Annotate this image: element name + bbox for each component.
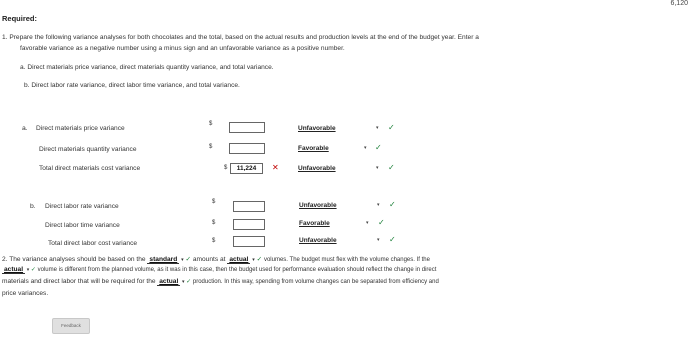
q2-line2-text: volume is different from the planned volume, as it was in this case, then the budget used for performance evaluation should reflect the change in direct	[37, 267, 437, 273]
q2-line1-text-a: 2. The variance analyses should be based on the	[2, 256, 146, 263]
dl-total-label: Total direct labor cost variance	[48, 240, 138, 247]
dm-total-caret-icon[interactable]: ▾	[376, 165, 379, 171]
q2-line1-text-b: amounts at	[192, 256, 226, 263]
dl-time-label: Direct labor time variance	[45, 222, 120, 229]
q2-basis-caret-icon[interactable]: ▾	[181, 257, 184, 263]
q2-basis-select[interactable]: standard	[149, 256, 178, 263]
q2-line3	[2, 278, 439, 286]
dm-total-input[interactable]: 11,224	[230, 163, 263, 174]
q2-actual-caret-icon-3[interactable]: ▾	[181, 279, 185, 285]
q1-line1: 1. Prepare the following variance analyses for both chocolates and the total, based on the actual results and production levels at the end of the budget year. Enter a	[2, 34, 479, 41]
dl-rate-select[interactable]: Unfavorable	[299, 202, 337, 209]
q1-line2: favorable variance as a negative number using a minus sign and an unfavorable variance as a positive number.	[20, 45, 345, 52]
dm-price-check-icon: ✓	[388, 123, 395, 132]
q1-part-a: a. Direct materials price variance, direct materials quantity variance, and total variance.	[20, 64, 274, 71]
dl-time-caret-icon[interactable]: ▾	[366, 220, 369, 226]
q1-part-b: b. Direct labor rate variance, direct labor time variance, and total variance.	[24, 82, 240, 89]
dl-total-check-icon: ✓	[389, 235, 396, 244]
dl-total-input[interactable]	[233, 236, 265, 247]
q2-actual-select-3[interactable]: actual	[159, 278, 179, 285]
dm-quantity-check-icon: ✓	[375, 143, 382, 152]
q2-volume-caret-icon[interactable]: ▾	[252, 257, 255, 263]
top-total-value: 6,120	[670, 0, 688, 7]
dm-quantity-input[interactable]	[229, 143, 265, 154]
dm-total-label: Total direct materials cost variance	[39, 165, 141, 172]
q2-line2	[2, 266, 436, 274]
dl-rate-caret-icon[interactable]: ▾	[377, 202, 380, 208]
required-heading: Required:	[2, 14, 38, 23]
dl-rate-check-icon: ✓	[389, 200, 396, 209]
q2-actual-check-icon-3: ✓	[186, 279, 192, 285]
section-a-letter: a.	[22, 125, 28, 132]
dm-price-caret-icon[interactable]: ▾	[376, 125, 379, 131]
q2-line3-text-b: production. In this way, spending from volume changes can be separated from efficiency and	[192, 279, 439, 285]
dm-quantity-select[interactable]: Favorable	[298, 145, 329, 152]
dm-total-select[interactable]: Unfavorable	[298, 165, 336, 172]
q2-line4: price variances.	[2, 290, 49, 297]
dm-total-dollar: $	[224, 165, 228, 171]
dl-time-dollar: $	[212, 220, 216, 226]
section-b-letter: b.	[30, 203, 36, 210]
dl-rate-dollar: $	[212, 199, 216, 205]
dm-total-check-icon: ✓	[388, 163, 395, 172]
dm-total-incorrect-icon: ✕	[272, 163, 279, 172]
dl-time-input[interactable]	[233, 219, 265, 230]
q2-line1	[2, 255, 430, 264]
feedback-button[interactable]: Feedback	[52, 318, 90, 334]
dm-price-dollar: $	[209, 121, 213, 127]
dm-price-select[interactable]: Unfavorable	[298, 125, 336, 132]
q2-actual-check-icon-2: ✓	[30, 267, 36, 273]
q2-volume-select[interactable]: actual	[229, 256, 249, 263]
dl-time-select[interactable]: Favorable	[299, 220, 330, 227]
q2-line1-text-c: volumes. The budget must flex with the volume changes. If the	[263, 257, 430, 263]
dm-quantity-label: Direct materials quantity variance	[39, 146, 137, 153]
dm-quantity-dollar: $	[209, 144, 213, 150]
dm-price-input[interactable]	[229, 122, 265, 133]
q2-actual-select-2[interactable]: actual	[4, 266, 24, 273]
dl-total-select[interactable]: Unfavorable	[299, 237, 337, 244]
dm-price-label: Direct materials price variance	[36, 125, 125, 132]
q2-actual-caret-icon-2[interactable]: ▾	[26, 267, 30, 273]
q2-line3-text-a: materials and direct labor that will be required for the	[2, 278, 156, 285]
dl-time-check-icon: ✓	[378, 218, 385, 227]
dm-quantity-caret-icon[interactable]: ▾	[364, 145, 367, 151]
dl-total-caret-icon[interactable]: ▾	[377, 237, 380, 243]
dl-rate-input[interactable]	[233, 201, 265, 212]
q2-basis-check-icon: ✓	[185, 256, 192, 263]
q2-volume-check-icon: ✓	[256, 256, 263, 263]
dl-rate-label: Direct labor rate variance	[45, 203, 119, 210]
dl-total-dollar: $	[212, 238, 216, 244]
